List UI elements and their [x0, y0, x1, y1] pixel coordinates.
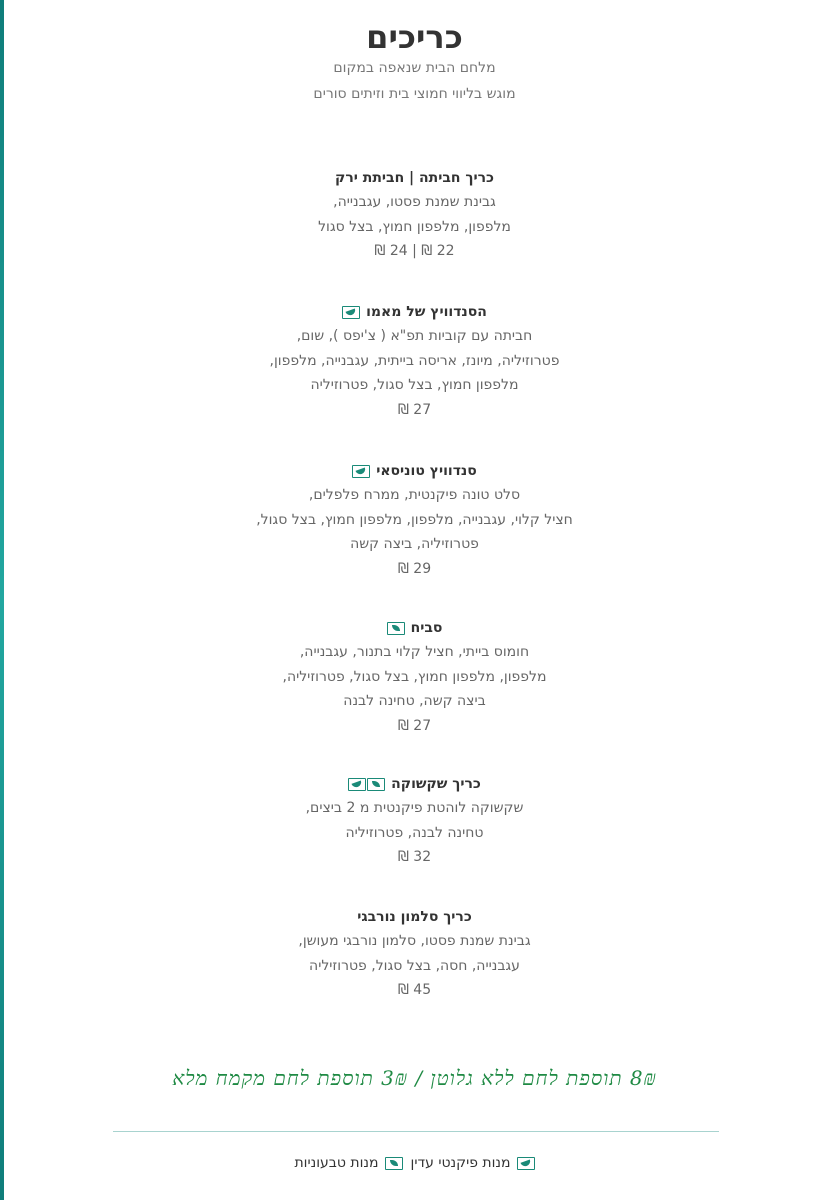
item-price: 22 ₪ | 24 ₪ [374, 243, 455, 259]
item-description-line: טחינה לבנה, פטרוזיליה [345, 824, 484, 841]
item-description-line: סלט טונה פיקנטית, ממרח פלפלים, [308, 487, 521, 503]
chili-icon [352, 465, 370, 478]
leaf-icon [387, 622, 405, 635]
item-description-line: חציל קלוי, עגבנייה, מלפפון, מלפפון חמוץ, בצל סגול, [256, 511, 573, 528]
item-description-line: מלפפון, מלפפון חמוץ, בצל סגול, פטרוזיליה, [282, 668, 547, 685]
item-description-line: ביצה קשה, טחינה לבנה [343, 693, 486, 709]
leaf-icon [385, 1157, 403, 1170]
leaf-icon [367, 778, 385, 791]
item-name: כריך סלמון נורבגי [357, 909, 472, 925]
chili-icon [517, 1157, 535, 1170]
item-description-line: מלפפון חמוץ, בצל סגול, פטרוזיליה [310, 377, 519, 393]
menu-item [0, 772, 829, 869]
page-title: כריכים [366, 18, 463, 56]
item-name: סנדוויץ טוניסאי [376, 463, 477, 479]
item-description-line: מלפפון, מלפפון חמוץ, בצל סגול [318, 218, 511, 235]
item-description-line: פטרוזיליה, ביצה קשה [350, 536, 479, 552]
item-description-line: שקשוקה לוהטת פיקנטית מ 2 ביצים, [305, 800, 524, 816]
item-description-line: גבינת שמנת פסטו, עגבנייה, [333, 194, 496, 210]
item-description-line: פטרוזיליה, מיונז, אריסה בייתית, עגבנייה, מלפפון, [269, 352, 560, 369]
item-description-line: חביתה עם קוביות תפ"א ( צ'יפס ), שום, [296, 328, 533, 344]
subtitle-line-1: מלחם הבית שנאפה במקום [333, 60, 496, 76]
menu-item [0, 300, 829, 422]
legend [0, 1155, 829, 1171]
menu-item [0, 459, 829, 581]
item-name: כריך חביתה | חביתת ירק [335, 170, 494, 186]
item-name: סביח [410, 620, 443, 636]
item-price: 27 ₪ [397, 401, 432, 418]
item-description-line: חומוס בייתי, חציל קלוי בתנור, עגבנייה, [299, 644, 530, 660]
chili-icon [348, 778, 366, 791]
item-description-line: עגבנייה, חסה, בצל סגול, פטרוזיליה [309, 957, 520, 974]
legend-spicy-label: מנות פיקנטי עדין [410, 1155, 511, 1171]
item-name: הסנדוויץ של מאמו [366, 304, 487, 320]
bread-addon-note: 8₪ תוספת לחם ללא גלוטן / 3₪ תוספת לחם מקמח מלא [172, 1066, 657, 1090]
item-price: 27 ₪ [397, 717, 432, 734]
legend-vegan-label: מנות טבעוניות [294, 1155, 379, 1171]
item-description-line: גבינת שמנת פסטו, סלמון נורבגי מעושן, [298, 933, 531, 949]
item-name: כריך שקשוקה [391, 776, 481, 792]
item-price: 45 ₪ [397, 982, 432, 998]
legend-spicy [411, 1155, 535, 1171]
menu-item [0, 616, 829, 738]
subtitle-line-2: מוגש בליווי חמוצי בית וזיתים סורים [313, 86, 516, 102]
item-price: 29 ₪ [397, 560, 432, 577]
chili-icon [342, 306, 360, 319]
divider [113, 1131, 719, 1132]
legend-vegan [294, 1155, 402, 1171]
menu-item [0, 905, 829, 1002]
menu-item [0, 166, 829, 263]
item-price: 32 ₪ [397, 849, 432, 865]
